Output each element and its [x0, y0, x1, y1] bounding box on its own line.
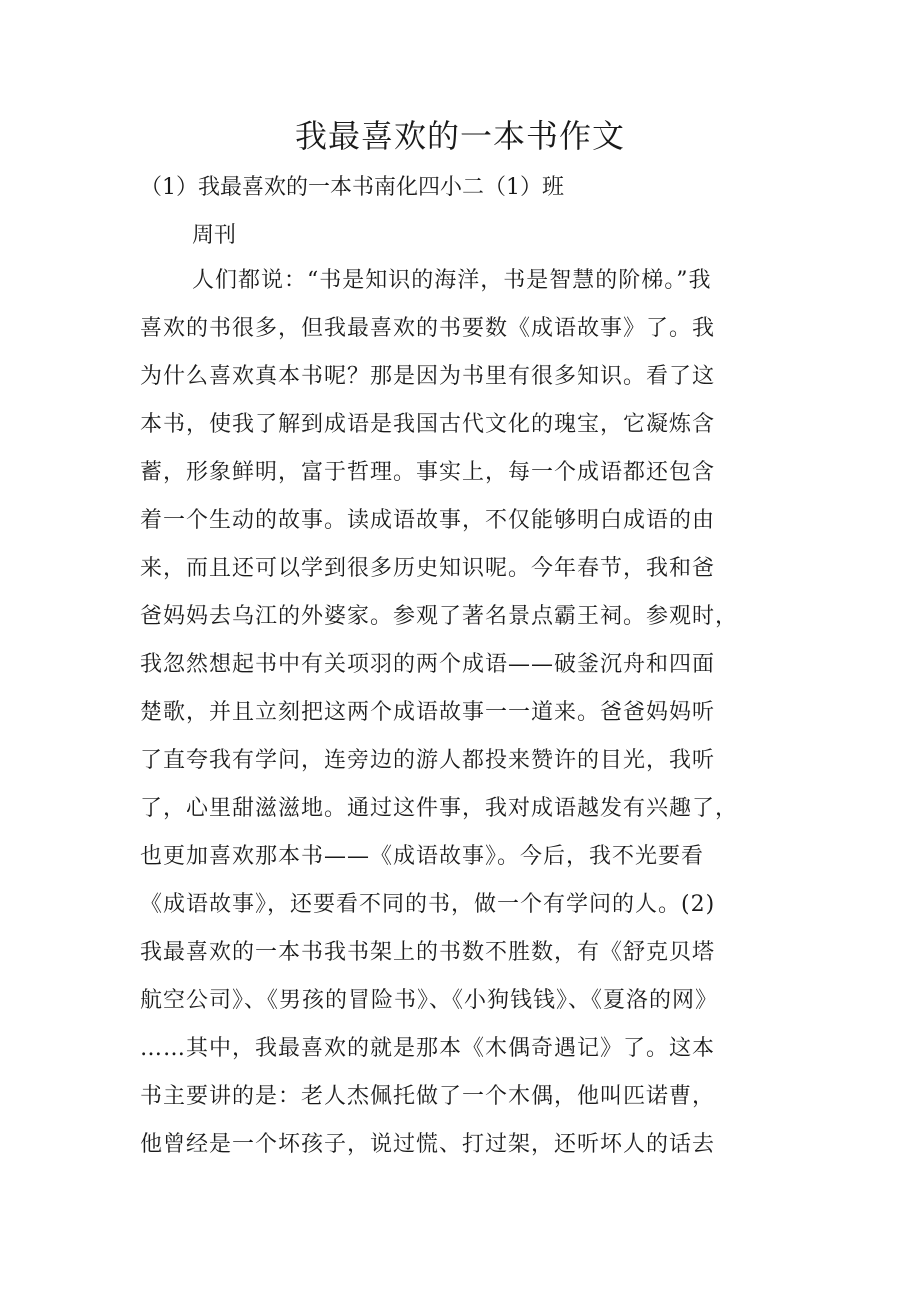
document-subtitle: （1）我最喜欢的一本书南化四小二（1）班: [140, 175, 564, 200]
essay-line: 了直夸我有学问，连旁边的游人都投来赞许的目光，我听: [140, 748, 716, 773]
essay-line: 爸妈妈去乌江的外婆家。参观了著名景点霸王祠。参观时，: [140, 604, 739, 629]
author-name: 周刊: [192, 223, 237, 248]
essay-line: 为什么喜欢真本书呢？那是因为书里有很多知识。看了这: [140, 364, 716, 389]
essay-line: 我最喜欢的一本书我书架上的书数不胜数，有《舒克贝塔: [140, 940, 716, 965]
essay-line: 航空公司》、《男孩的冒险书》、《小狗钱钱》、《夏洛的网》: [140, 988, 719, 1013]
essay-line: 喜欢的书很多，但我最喜欢的书要数《成语故事》了。我: [140, 316, 716, 341]
essay-line: ……其中，我最喜欢的就是那本《木偶奇遇记》了。这本: [140, 1036, 716, 1061]
essay-line: 本书，使我了解到成语是我国古代文化的瑰宝，它凝炼含: [140, 412, 716, 437]
essay-line: 了，心里甜滋滋地。通过这件事，我对成语越发有兴趣了，: [140, 796, 739, 821]
essay-line: 也更加喜欢那本书——《成语故事》。今后，我不光要看: [140, 844, 705, 869]
essay-line: 《成语故事》，还要看不同的书，做一个有学问的人。(2): [140, 892, 716, 917]
document-title: 我最喜欢的一本书作文: [294, 117, 625, 155]
essay-line: 人们都说：“书是知识的海洋，书是智慧的阶梯。”我: [192, 268, 712, 293]
essay-line: 楚歌，并且立刻把这两个成语故事一一道来。爸爸妈妈听: [140, 700, 716, 725]
essay-line: 蓄，形象鲜明，富于哲理。事实上，每一个成语都还包含: [140, 460, 716, 485]
essay-line: 我忽然想起书中有关项羽的两个成语——破釜沉舟和四面: [140, 652, 716, 677]
essay-line: 书主要讲的是：老人杰佩托做了一个木偶，他叫匹诺曹，: [140, 1084, 716, 1109]
essay-line: 他曾经是一个坏孩子，说过慌、打过架，还听坏人的话去: [140, 1132, 716, 1157]
essay-body: [140, 262, 780, 1174]
essay-line: 着一个生动的故事。读成语故事，不仅能够明白成语的由: [140, 508, 716, 533]
essay-line: 来，而且还可以学到很多历史知识呢。今年春节，我和爸: [140, 556, 716, 581]
